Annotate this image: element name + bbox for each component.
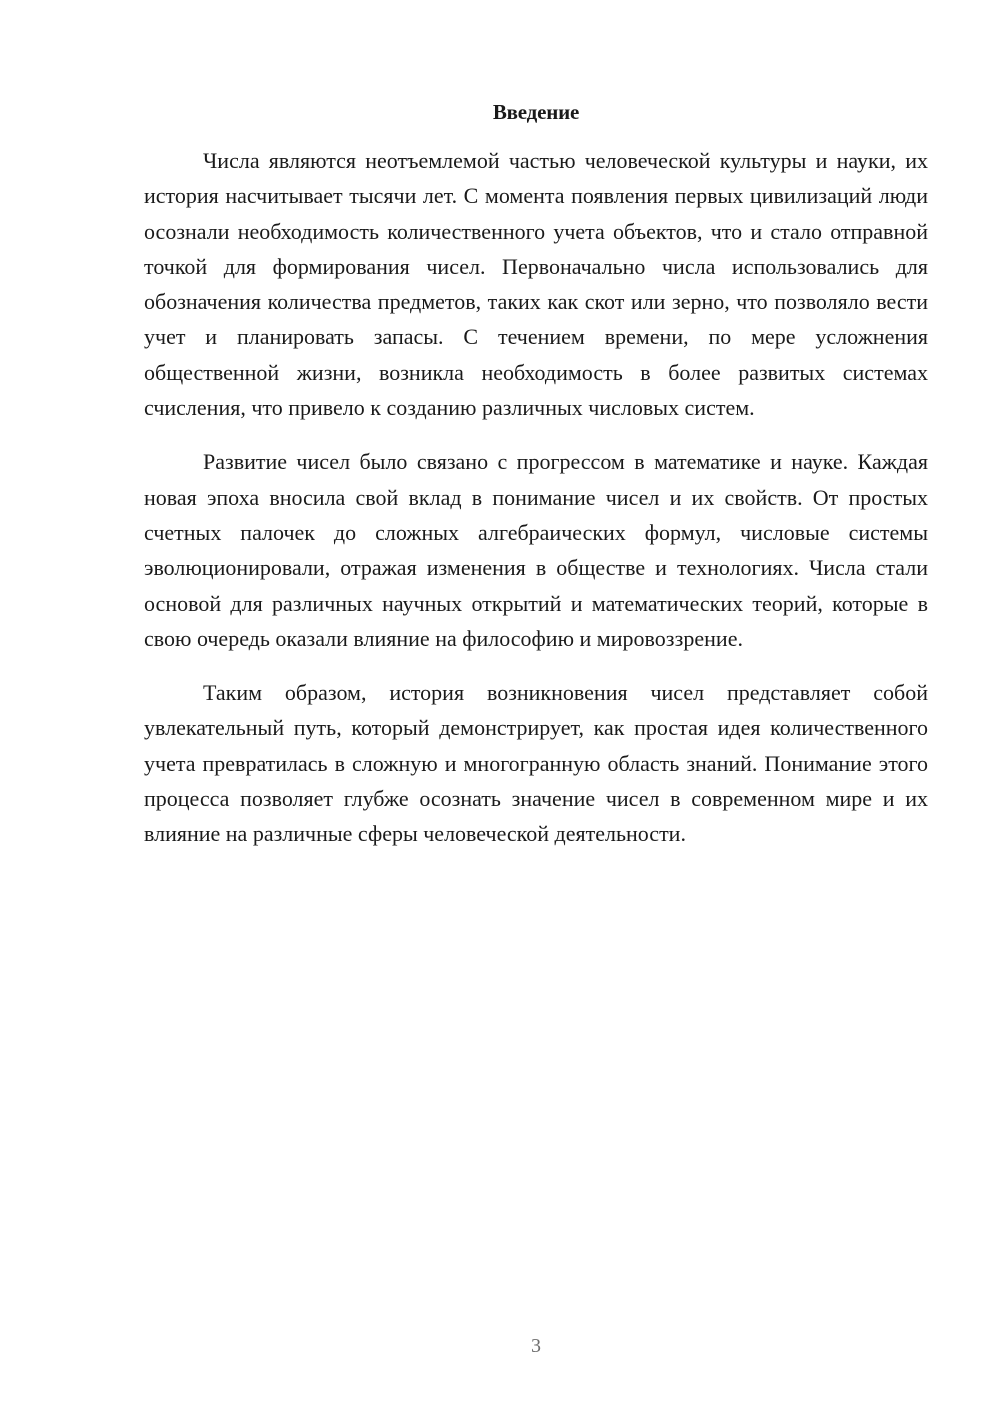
page-number: 3	[531, 1335, 541, 1357]
paragraph-3: Таким образом, история возникновения чисел представляет собой увлекательный путь, который демонстрирует, как простая идея количественного учета превратилась в сложную и многогранную область знаний. Понимание этого процесса позволяет глубже осознать значение чисел в современном мире и их влияние на различные сферы человеческой деятельности.	[144, 680, 928, 847]
body-text	[144, 143, 928, 871]
paragraph-2: Развитие чисел было связано с прогрессом в математике и науке. Каждая новая эпоха вносила свой вклад в понимание чисел и их свойств. От простых счетных палочек до сложных алгебраических формул, числовые системы эволюционировали, отражая изменения в обществе и технологиях. Числа стали основой для различных научных открытий и математических теорий, которые в свою очередь оказали влияние на философию и мировоззрение.	[144, 449, 928, 651]
paragraph-1: Числа являются неотъемлемой частью человеческой культуры и науки, их история насчитывает тысячи лет. С момента появления первых цивилизаций люди осознали необходимость количественного учета объектов, что и стало отправной точкой для формирования чисел. Первоначально числа использовались для обозначения количества предметов, таких как скот или зерно, что позволяло вести учет и планировать запасы. С течением времени, по мере усложнения общественной жизни, возникла необходимость в более развитых системах счисления, что привело к созданию различных числовых систем.	[144, 148, 928, 421]
section-heading: Введение	[492, 100, 580, 124]
